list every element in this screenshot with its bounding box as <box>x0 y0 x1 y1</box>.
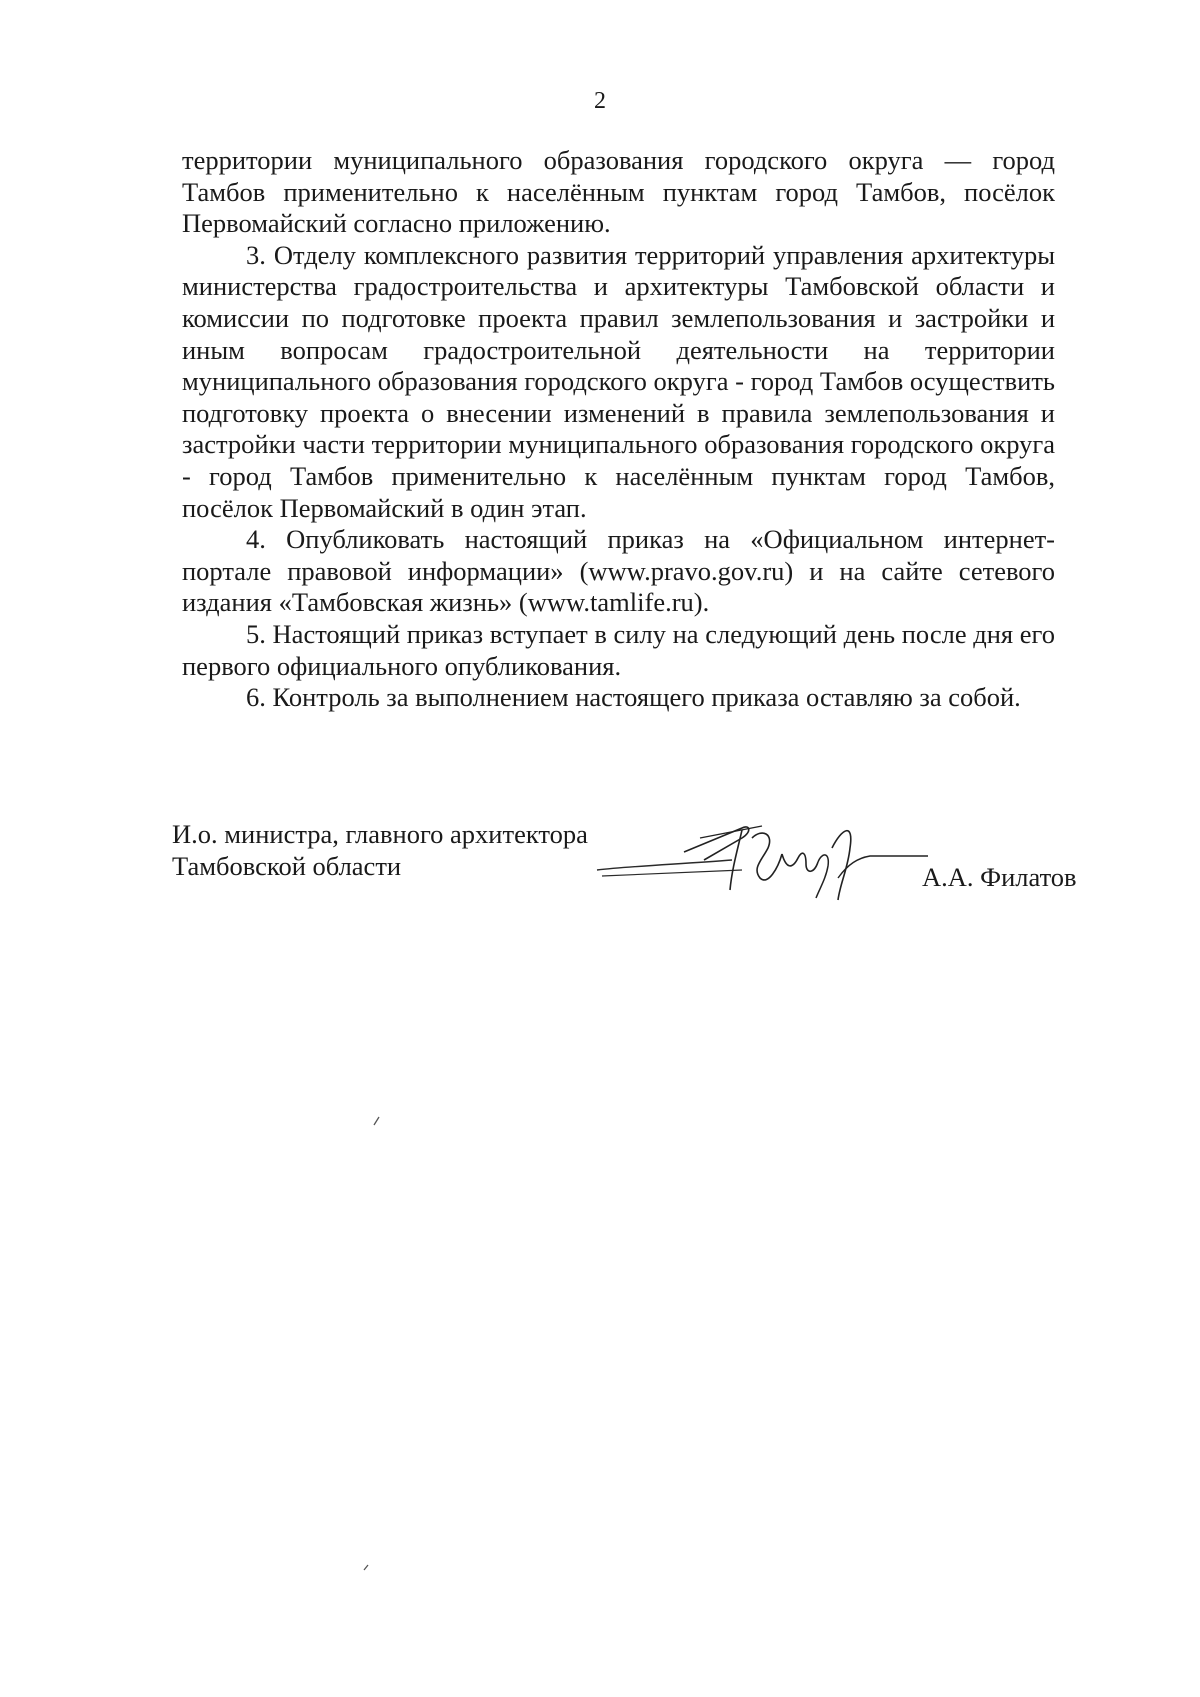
scan-speck <box>362 1562 372 1572</box>
signatory-position-line-1: И.о. министра, главного архитектора <box>172 819 588 849</box>
paragraph-item-4: 4. Опубликовать настоящий приказ на «Официальном интернет-портале правовой информации» (www.pravo.gov.ru) и на сайте сетевого издания «Тамбовская жизнь» (www.tamlife.ru). <box>182 524 1055 618</box>
page-number: 2 <box>594 88 606 114</box>
signatory-name: А.А. Филатов <box>922 862 1077 892</box>
document-body <box>182 145 1055 714</box>
handwritten-signature <box>592 808 932 918</box>
paragraph-item-6: 6. Контроль за выполнением настоящего приказа оставляю за собой. <box>246 682 1021 713</box>
paragraph-continuation: территории муниципального образования городского округа — город Тамбов применительно к населённым пунктам город Тамбов, посёлок Первомайский согласно приложению. <box>182 145 1055 239</box>
signatory-position <box>172 818 588 882</box>
scan-speck <box>372 1115 382 1127</box>
paragraph-item-5: 5. Настоящий приказ вступает в силу на следующий день после дня его первого официального опубликования. <box>182 618 1055 681</box>
paragraph-item-3: 3. Отделу комплексного развития территорий управления архитектуры министерства градостроительства и архитектуры Тамбовской области и комиссии по подготовке проекта правил землепользования и застройки и иным вопросам градостроительной деятельности на территории муниципального образования городского округа - город Тамбов осуществить подготовку проекта о внесении изменений в правила землепользования и застройки части территории муниципального образования городского округа - город Тамбов применительно к населённым пунктам город Тамбов, посёлок Первомайский в один этап. <box>182 239 1055 523</box>
signature-block <box>172 818 1077 928</box>
signatory-position-line-2: Тамбовской области <box>172 851 402 881</box>
